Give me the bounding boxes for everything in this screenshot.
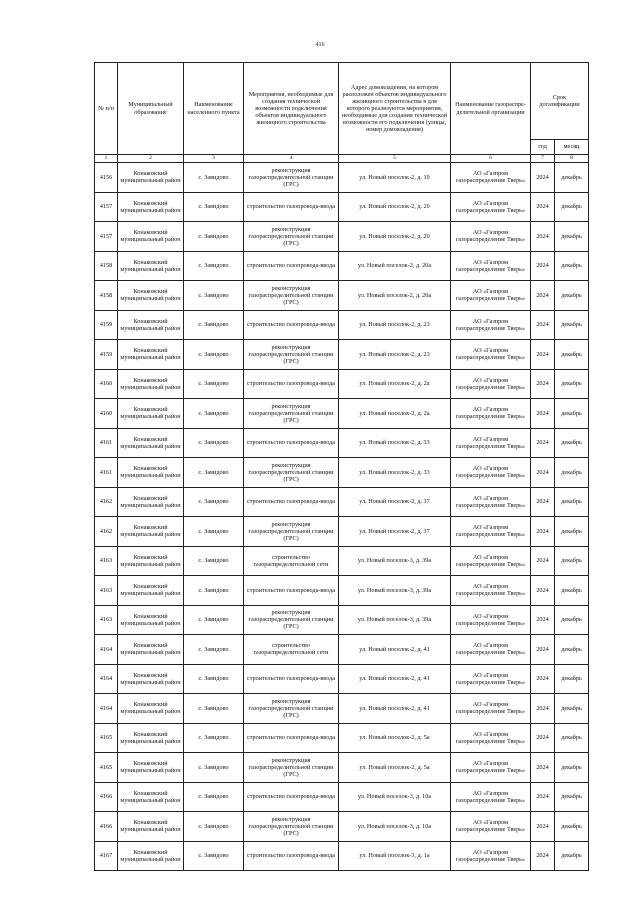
- settlement-cell: с. Завидово: [184, 635, 244, 665]
- settlement-cell: с. Завидово: [184, 546, 244, 576]
- municipality-cell: Конаковский муниципальный район: [118, 428, 184, 458]
- settlement-cell: с. Завидово: [184, 841, 244, 871]
- header-municipality: Муниципальный образование: [118, 63, 184, 155]
- address-cell: ул. Новый поселок-3, д. 10а: [339, 812, 451, 842]
- row-number: 4167: [95, 841, 118, 871]
- month-cell: декабрь: [555, 635, 589, 665]
- row-number: 4161: [95, 428, 118, 458]
- settlement-cell: с. Завидово: [184, 517, 244, 547]
- year-cell: 2024: [531, 812, 555, 842]
- table-row: [95, 664, 589, 694]
- table-row: [95, 753, 589, 783]
- month-cell: декабрь: [555, 812, 589, 842]
- month-cell: декабрь: [555, 281, 589, 311]
- header-settlement: Наименование населенного пункта: [184, 63, 244, 155]
- organization-cell: АО «Газпром газораспределение Тверь»: [451, 841, 531, 871]
- table-row: [95, 458, 589, 488]
- settlement-cell: с. Завидово: [184, 487, 244, 517]
- address-cell: ул. Новый поселок-2, д. 41: [339, 694, 451, 724]
- row-number: 4162: [95, 487, 118, 517]
- organization-cell: АО «Газпром газораспределение Тверь»: [451, 251, 531, 281]
- measure-cell: реконструкция газораспределительной станции (ГРС): [244, 222, 339, 252]
- year-cell: 2024: [531, 163, 555, 193]
- header-organization: Наименование газораспре- делительной организации: [451, 63, 531, 155]
- organization-cell: АО «Газпром газораспределение Тверь»: [451, 664, 531, 694]
- municipality-cell: Конаковский муниципальный район: [118, 694, 184, 724]
- year-cell: 2024: [531, 340, 555, 370]
- settlement-cell: с. Завидово: [184, 605, 244, 635]
- column-number: 4: [244, 155, 339, 163]
- table-row: [95, 576, 589, 606]
- measure-cell: строительство газораспределительной сети: [244, 546, 339, 576]
- row-number: 4158: [95, 281, 118, 311]
- header-deadline: Срок догазификации: [531, 63, 589, 140]
- settlement-cell: с. Завидово: [184, 399, 244, 429]
- column-number: 7: [531, 155, 555, 163]
- row-number: 4163: [95, 576, 118, 606]
- organization-cell: АО «Газпром газораспределение Тверь»: [451, 635, 531, 665]
- month-cell: декабрь: [555, 192, 589, 222]
- municipality-cell: Конаковский муниципальный район: [118, 546, 184, 576]
- row-number: 4157: [95, 192, 118, 222]
- year-cell: 2024: [531, 251, 555, 281]
- address-cell: ул. Новый поселок-2, д. 37: [339, 517, 451, 547]
- settlement-cell: с. Завидово: [184, 458, 244, 488]
- address-cell: ул. Новый поселок-3, д. 39а: [339, 546, 451, 576]
- table-row: [95, 192, 589, 222]
- address-cell: ул. Новый поселок-2, д. 5а: [339, 723, 451, 753]
- row-number: 4157: [95, 222, 118, 252]
- row-number: 4158: [95, 251, 118, 281]
- year-cell: 2024: [531, 458, 555, 488]
- municipality-cell: Конаковский муниципальный район: [118, 605, 184, 635]
- settlement-cell: с. Завидово: [184, 163, 244, 193]
- table-row: [95, 399, 589, 429]
- organization-cell: АО «Газпром газораспределение Тверь»: [451, 458, 531, 488]
- municipality-cell: Конаковский муниципальный район: [118, 222, 184, 252]
- year-cell: 2024: [531, 399, 555, 429]
- organization-cell: АО «Газпром газораспределение Тверь»: [451, 812, 531, 842]
- table-row: [95, 782, 589, 812]
- organization-cell: АО «Газпром газораспределение Тверь»: [451, 723, 531, 753]
- organization-cell: АО «Газпром газораспределение Тверь»: [451, 487, 531, 517]
- month-cell: декабрь: [555, 222, 589, 252]
- settlement-cell: с. Завидово: [184, 694, 244, 724]
- settlement-cell: с. Завидово: [184, 192, 244, 222]
- year-cell: 2024: [531, 546, 555, 576]
- organization-cell: АО «Газпром газораспределение Тверь»: [451, 369, 531, 399]
- row-number: 4164: [95, 664, 118, 694]
- month-cell: декабрь: [555, 517, 589, 547]
- measure-cell: реконструкция газораспределительной станции (ГРС): [244, 163, 339, 193]
- column-number: 6: [451, 155, 531, 163]
- settlement-cell: с. Завидово: [184, 753, 244, 783]
- month-cell: декабрь: [555, 664, 589, 694]
- settlement-cell: с. Завидово: [184, 782, 244, 812]
- municipality-cell: Конаковский муниципальный район: [118, 664, 184, 694]
- organization-cell: АО «Газпром газораспределение Тверь»: [451, 281, 531, 311]
- address-cell: ул. Новый поселок-2, д. 37: [339, 487, 451, 517]
- table-row: [95, 694, 589, 724]
- month-cell: декабрь: [555, 487, 589, 517]
- organization-cell: АО «Газпром газораспределение Тверь»: [451, 753, 531, 783]
- measure-cell: реконструкция газораспределительной станции (ГРС): [244, 753, 339, 783]
- measure-cell: строительство газопровода-ввода: [244, 310, 339, 340]
- year-cell: 2024: [531, 753, 555, 783]
- organization-cell: АО «Газпром газораспределение Тверь»: [451, 428, 531, 458]
- month-cell: декабрь: [555, 458, 589, 488]
- month-cell: декабрь: [555, 694, 589, 724]
- year-cell: 2024: [531, 694, 555, 724]
- header-num: № п/п: [95, 63, 118, 155]
- table-row: [95, 428, 589, 458]
- organization-cell: АО «Газпром газораспределение Тверь»: [451, 222, 531, 252]
- month-cell: декабрь: [555, 251, 589, 281]
- header-month: месяц: [555, 140, 589, 155]
- settlement-cell: с. Завидово: [184, 428, 244, 458]
- year-cell: 2024: [531, 222, 555, 252]
- row-number: 4165: [95, 723, 118, 753]
- row-number: 4163: [95, 546, 118, 576]
- settlement-cell: с. Завидово: [184, 576, 244, 606]
- settlement-cell: с. Завидово: [184, 281, 244, 311]
- year-cell: 2024: [531, 605, 555, 635]
- table-row: [95, 605, 589, 635]
- row-number: 4164: [95, 635, 118, 665]
- measure-cell: строительство газопровода-ввода: [244, 664, 339, 694]
- municipality-cell: Конаковский муниципальный район: [118, 841, 184, 871]
- column-number: 3: [184, 155, 244, 163]
- measure-cell: строительство газопровода-ввода: [244, 723, 339, 753]
- municipality-cell: Конаковский муниципальный район: [118, 192, 184, 222]
- column-number: 1: [95, 155, 118, 163]
- organization-cell: АО «Газпром газораспределение Тверь»: [451, 576, 531, 606]
- organization-cell: АО «Газпром газораспределение Тверь»: [451, 694, 531, 724]
- year-cell: 2024: [531, 664, 555, 694]
- page-number: 416: [315, 42, 325, 48]
- settlement-cell: с. Завидово: [184, 723, 244, 753]
- month-cell: декабрь: [555, 753, 589, 783]
- measure-cell: реконструкция газораспределительной станции (ГРС): [244, 694, 339, 724]
- municipality-cell: Конаковский муниципальный район: [118, 723, 184, 753]
- organization-cell: АО «Газпром газораспределение Тверь»: [451, 546, 531, 576]
- row-number: 4159: [95, 340, 118, 370]
- measure-cell: строительство газопровода-ввода: [244, 192, 339, 222]
- measure-cell: строительство газопровода-ввода: [244, 841, 339, 871]
- row-number: 4163: [95, 605, 118, 635]
- measure-cell: строительство газопровода-ввода: [244, 251, 339, 281]
- month-cell: декабрь: [555, 576, 589, 606]
- row-number: 4161: [95, 458, 118, 488]
- gasification-table: [94, 62, 589, 871]
- settlement-cell: с. Завидово: [184, 369, 244, 399]
- settlement-cell: с. Завидово: [184, 222, 244, 252]
- municipality-cell: Конаковский муниципальный район: [118, 487, 184, 517]
- municipality-cell: Конаковский муниципальный район: [118, 517, 184, 547]
- settlement-cell: с. Завидово: [184, 340, 244, 370]
- row-number: 4166: [95, 782, 118, 812]
- year-cell: 2024: [531, 487, 555, 517]
- month-cell: декабрь: [555, 546, 589, 576]
- column-number: 5: [339, 155, 451, 163]
- month-cell: декабрь: [555, 782, 589, 812]
- measure-cell: реконструкция газораспределительной станции (ГРС): [244, 399, 339, 429]
- row-number: 4165: [95, 753, 118, 783]
- year-cell: 2024: [531, 428, 555, 458]
- year-cell: 2024: [531, 782, 555, 812]
- municipality-cell: Конаковский муниципальный район: [118, 340, 184, 370]
- row-number: 4164: [95, 694, 118, 724]
- month-cell: декабрь: [555, 723, 589, 753]
- measure-cell: строительство газопровода-ввода: [244, 782, 339, 812]
- measure-cell: строительство газораспределительной сети: [244, 635, 339, 665]
- month-cell: декабрь: [555, 163, 589, 193]
- row-number: 4160: [95, 369, 118, 399]
- table-row: [95, 340, 589, 370]
- address-cell: ул. Новый поселок-3, д. 39а: [339, 576, 451, 606]
- measure-cell: реконструкция газораспределительной станции (ГРС): [244, 281, 339, 311]
- column-number: 8: [555, 155, 589, 163]
- municipality-cell: Конаковский муниципальный район: [118, 812, 184, 842]
- row-number: 4159: [95, 310, 118, 340]
- municipality-cell: Конаковский муниципальный район: [118, 251, 184, 281]
- organization-cell: АО «Газпром газораспределение Тверь»: [451, 782, 531, 812]
- address-cell: ул. Новый поселок-3, д. 1а: [339, 841, 451, 871]
- address-cell: ул. Новый поселок-2, д. 23: [339, 340, 451, 370]
- table-row: [95, 635, 589, 665]
- address-cell: ул. Новый поселок-2, д. 5а: [339, 753, 451, 783]
- year-cell: 2024: [531, 310, 555, 340]
- address-cell: ул. Новый поселок-2, д. 41: [339, 635, 451, 665]
- header-year: год: [531, 140, 555, 155]
- address-cell: ул. Новый поселок-2, д. 20а: [339, 251, 451, 281]
- table-body: [95, 155, 589, 871]
- municipality-cell: Конаковский муниципальный район: [118, 782, 184, 812]
- table-row: [95, 487, 589, 517]
- measure-cell: реконструкция газораспределительной станции (ГРС): [244, 605, 339, 635]
- address-cell: ул. Новый поселок-2, д. 20а: [339, 281, 451, 311]
- measure-cell: реконструкция газораспределительной станции (ГРС): [244, 517, 339, 547]
- table-row: [95, 163, 589, 193]
- organization-cell: АО «Газпром газораспределение Тверь»: [451, 310, 531, 340]
- address-cell: ул. Новый поселок-2, д. 41: [339, 664, 451, 694]
- municipality-cell: Конаковский муниципальный район: [118, 281, 184, 311]
- measure-cell: реконструкция газораспределительной станции (ГРС): [244, 340, 339, 370]
- month-cell: декабрь: [555, 428, 589, 458]
- year-cell: 2024: [531, 192, 555, 222]
- measure-cell: строительство газопровода-ввода: [244, 487, 339, 517]
- table-row: [95, 546, 589, 576]
- address-cell: ул. Новый поселок-2, д. 23: [339, 310, 451, 340]
- month-cell: декабрь: [555, 310, 589, 340]
- month-cell: декабрь: [555, 369, 589, 399]
- municipality-cell: Конаковский муниципальный район: [118, 635, 184, 665]
- municipality-cell: Конаковский муниципальный район: [118, 369, 184, 399]
- organization-cell: АО «Газпром газораспределение Тверь»: [451, 399, 531, 429]
- address-cell: ул. Новый поселок-2, д. 2а: [339, 399, 451, 429]
- measure-cell: реконструкция газораспределительной станции (ГРС): [244, 812, 339, 842]
- measure-cell: строительство газопровода-ввода: [244, 428, 339, 458]
- column-number: 2: [118, 155, 184, 163]
- year-cell: 2024: [531, 517, 555, 547]
- municipality-cell: Конаковский муниципальный район: [118, 163, 184, 193]
- organization-cell: АО «Газпром газораспределение Тверь»: [451, 192, 531, 222]
- organization-cell: АО «Газпром газораспределение Тверь»: [451, 605, 531, 635]
- month-cell: декабрь: [555, 605, 589, 635]
- settlement-cell: с. Завидово: [184, 251, 244, 281]
- address-cell: ул. Новый поселок-2, д. 10: [339, 163, 451, 193]
- row-number: 4156: [95, 163, 118, 193]
- settlement-cell: с. Завидово: [184, 812, 244, 842]
- measure-cell: строительство газопровода-ввода: [244, 369, 339, 399]
- table-row: [95, 310, 589, 340]
- address-cell: ул. Новый поселок-2, д. 20: [339, 192, 451, 222]
- table-row: [95, 812, 589, 842]
- organization-cell: АО «Газпром газораспределение Тверь»: [451, 163, 531, 193]
- year-cell: 2024: [531, 723, 555, 753]
- year-cell: 2024: [531, 841, 555, 871]
- table-row: [95, 251, 589, 281]
- municipality-cell: Конаковский муниципальный район: [118, 753, 184, 783]
- address-cell: ул. Новый поселок-2, д. 20: [339, 222, 451, 252]
- municipality-cell: Конаковский муниципальный район: [118, 458, 184, 488]
- organization-cell: АО «Газпром газораспределение Тверь»: [451, 517, 531, 547]
- measure-cell: реконструкция газораспределительной станции (ГРС): [244, 458, 339, 488]
- address-cell: ул. Новый поселок-2, д. 2а: [339, 369, 451, 399]
- month-cell: декабрь: [555, 340, 589, 370]
- column-number-row: [95, 155, 589, 163]
- year-cell: 2024: [531, 635, 555, 665]
- municipality-cell: Конаковский муниципальный район: [118, 576, 184, 606]
- settlement-cell: с. Завидово: [184, 310, 244, 340]
- address-cell: ул. Новый поселок-2, д. 33: [339, 428, 451, 458]
- row-number: 4162: [95, 517, 118, 547]
- row-number: 4166: [95, 812, 118, 842]
- table-row: [95, 841, 589, 871]
- measure-cell: строительство газопровода-ввода: [244, 576, 339, 606]
- table-row: [95, 723, 589, 753]
- month-cell: декабрь: [555, 841, 589, 871]
- municipality-cell: Конаковский муниципальный район: [118, 310, 184, 340]
- header-measures: Мероприятия, необходимые для создания технической возможности подключения объектов индивидуального жилищного строительства: [244, 63, 339, 155]
- row-number: 4160: [95, 399, 118, 429]
- municipality-cell: Конаковский муниципальный район: [118, 399, 184, 429]
- header-address: Адрес домовладения, на котором расположен объектов индивидуального жилищного строительства в для которого реализуются мероприятия, необходимые для создания технической возможности его подключения (улицы, номер домовладения): [339, 63, 451, 155]
- address-cell: ул. Новый поселок-3, д. 10а: [339, 782, 451, 812]
- table-row: [95, 281, 589, 311]
- year-cell: 2024: [531, 281, 555, 311]
- organization-cell: АО «Газпром газораспределение Тверь»: [451, 340, 531, 370]
- year-cell: 2024: [531, 576, 555, 606]
- address-cell: ул. Новый поселок-2, д. 33: [339, 458, 451, 488]
- settlement-cell: с. Завидово: [184, 664, 244, 694]
- month-cell: декабрь: [555, 399, 589, 429]
- table-row: [95, 517, 589, 547]
- table-row: [95, 369, 589, 399]
- address-cell: ул. Новый поселок-3, д. 39а: [339, 605, 451, 635]
- year-cell: 2024: [531, 369, 555, 399]
- table-row: [95, 222, 589, 252]
